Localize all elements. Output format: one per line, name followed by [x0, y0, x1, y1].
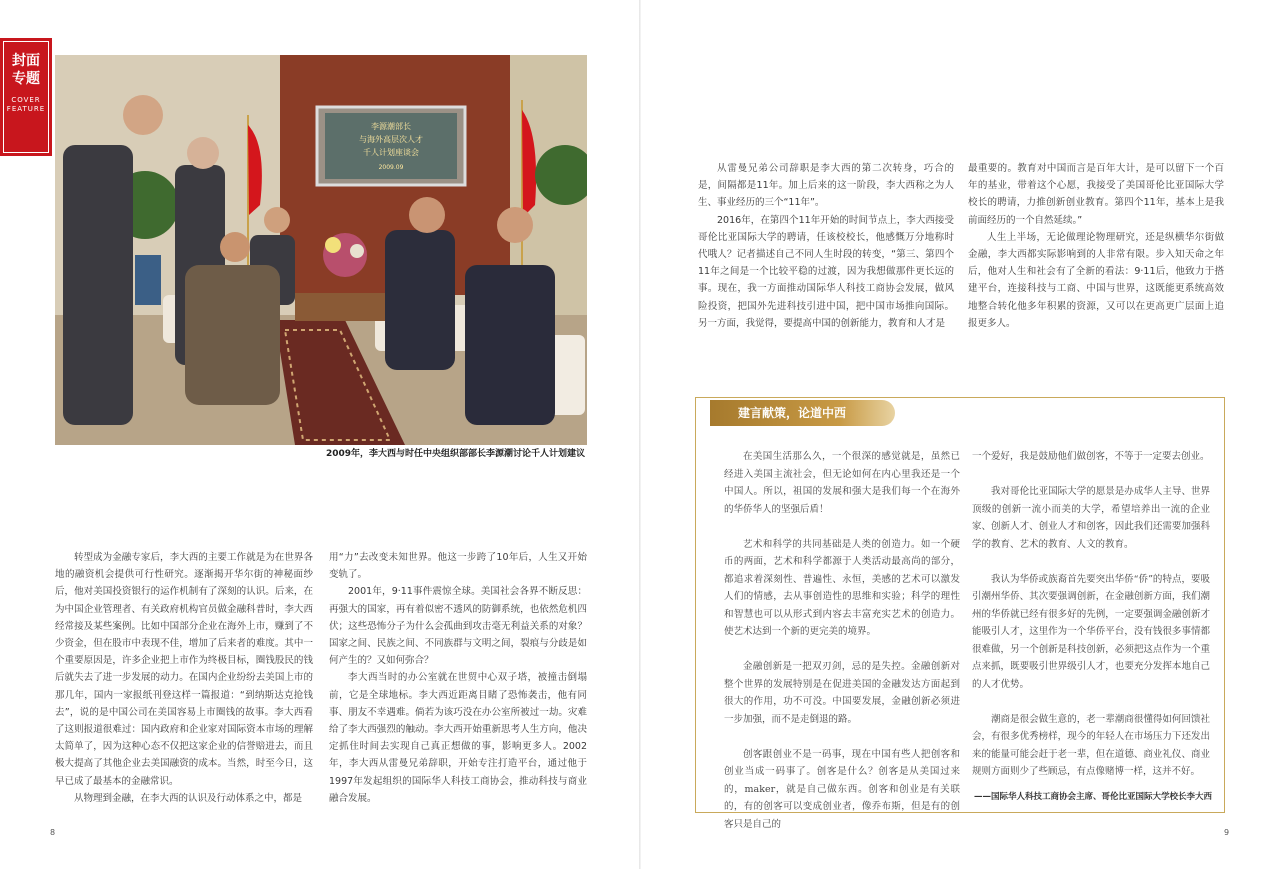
left-article-column-1 [55, 549, 313, 807]
quote-paragraph: 潮商是很会做生意的，老一辈潮商很懂得如何回馈社会，有很多优秀榜样，现今的年轻人在市场压力下还发出来的能量可能会赶于老一辈，但在道德、商业礼仪、商业规则方面则少了些顾忌，有点像赌博一样，这并不好。 [972, 713, 1210, 777]
cover-tag-cn-2: 专题 [12, 71, 40, 87]
quote-box [695, 397, 1225, 830]
paragraph: 李大西当时的办公室就在世贸中心双子塔，被撞击倒塌前，它是全球地标。李大西近距离目睹了恐怖袭击，他有同事、朋友不幸遇难。倘若为该巧没在办公室所被过一劫。灾难给了李大西强烈的触动。李大西开始重新思考人生方向，他决定抓住时间去实现自己真正想做的事，影响更多人。2002年，李大西从雷曼兄弟辞职，开始专注打造平台，通过他于1997年发起组织的国际华人科技工商协会，推动科技与商业融合发展。 [329, 672, 587, 804]
screen-text-3: 千人计划座谈会 [363, 148, 419, 157]
quote-paragraph: 艺术和科学的共同基础是人类的创造力。如一个硬币的两面，艺术和科学都源于人类活动最高尚的部分，都追求着深刻性、普遍性、永恒，美感的艺术可以激发人们的情感，去从事创造性的思维和实验；科学的理性和智慧也可以从形式到内容去丰富充实艺术的创造力。使艺术达到一个新的更完美的境界。 [724, 538, 960, 637]
cover-tag-cn-1: 封面 [12, 53, 40, 69]
quote-paragraph: 创客跟创业不是一码事，现在中国有些人把创客和创业当成一码事了。创客是什么？创客是从美国过来的，maker，就是自己做东西。创客和创业是有关联的，有的创客可以变成创业者，像乔布斯，但是有的创客只是自己的 [724, 748, 960, 830]
left-article-column-2 [329, 549, 587, 807]
quote-signature: ——国际华人科技工商协会主席、哥伦比亚国际大学校长李大西 [973, 792, 1212, 802]
quote-box-column-2 [972, 448, 1210, 798]
quote-box-column-1 [724, 448, 960, 851]
paragraph: 人生上半场，无论做理论物理研究，还是纵横华尔街做金融，李大西都实际影响到的人非常有限。步入知天命之年后，他对人生和社会有了全新的看法：9·11后，他致力于搭建平台，连接科技与工商、中国与世界，这既能更系统高效地整合转化他多年积累的资源，又可以在更高更广层面上追报更多人。 [968, 231, 1224, 329]
photo-caption: 2009年，李大西与时任中央组织部部长李源潮讨论千人计划建议 [325, 449, 585, 459]
screen-text-4: 2009.09 [378, 164, 404, 171]
quote-paragraph: 一个爱好，我是鼓励他们做创客，不等于一定要去创业。 [972, 451, 1210, 462]
quote-paragraph: 金融创新是一把双刃剑，忌的是失控。金融创新对整个世界的发展特别是在促进美国的金融发达方面起到很大的作用，功不可没。中国要发展，金融创新必须进一步加强，而不是走倒退的路。 [724, 661, 960, 725]
quote-box-title: 建言献策，论道中西 [710, 400, 895, 426]
right-article-column-2 [968, 160, 1224, 332]
quote-paragraph: 我对哥伦比亚国际大学的愿景是办成华人主导、世界顶级的创新一流小而美的大学，希望培养出一流的企业家、创新人才、创业人才和创客，因此我们还需要加强科学的教育、艺术的教育、人文的教育。 [972, 486, 1210, 550]
cover-feature-tag [0, 38, 52, 156]
paragraph: 转型成为金融专家后，李大西的主要工作就是为在世界各地的融资机会提供可行性研究。逐渐揭开华尔街的神秘面纱后，他对美国投资银行的运作机制有了深刻的认识。后来，在为中国企业管理者、有关政府机构官员做金融科普时，李大西经常接及某些案例。比如中国部分企业在海外上市，赚到了不少资金，但在股市中表现不佳，增加了后来者的难度。其中一个重要原因是，许多企业把上市作为终极目标，圈钱股民的钱后就失去了进一步发展的动力。在国内企业纷纷去美国上市的那几年，国内一家报纸刊登这样一篇报道：“到纳斯达克抢钱去”，说的是中国公司在美国容易上市圈钱的故事。李大西看了这则报道很难过：国内政府和企业家对国际资本市场的理解太简单了，因为这种心态不仅把这家企业的信誉赔进去，而且极大提高了其他企业去美国融资的成本。当然，时至今日，这早已成了最基本的金融常识。 [55, 552, 313, 787]
spread-fold [639, 0, 641, 869]
right-article-column-1 [698, 160, 954, 332]
quote-paragraph: 我认为华侨或族裔首先要突出华侨“侨”的特点，要吸引潮州华侨、其次要强调创新，在金融创新方面，我们潮州的华侨就已经有很多好的先例，一定要强调金融创新才能吸引人才，这里作为一个华侨平台，没有钱很多事情都很难做，另一个创新是科技创新，必须把这点作为一个重点来抓，既要吸引世界级引人才，也要充分发挥本地自己的人才优势。 [972, 573, 1210, 690]
meeting-photo [55, 55, 587, 445]
paragraph: 从雷曼兄弟公司辞职是李大西的第二次转身，巧合的是，间隔都是11年。加上后来的这一阶段，李大西称之为人生、事业经历的三个“11年”。 [698, 163, 954, 209]
cover-tag-en-2: FEATURE [6, 105, 46, 113]
paragraph: 2001年，9·11事件震惊全球。美国社会各界不断反思：再强大的国家，再有着似密不透风的防御系统，也依然危机四伏；这些恐怖分子为什么会孤曲到攻击毫无利益关系的对象？国家之间、民族之间、不同族群与文明之间，裂痕与分歧是如何产生的？又如何弥合？ [329, 586, 587, 667]
paragraph: 用“力”去改变未知世界。他这一步跨了10年后，人生又开始变轨了。 [329, 552, 587, 581]
meeting-photo-illustration [55, 55, 587, 445]
screen-text-2: 与海外高层次人才 [359, 135, 423, 144]
paragraph: 2016年，在第四个11年开始的时间节点上，李大西接受哥伦比亚国际大学的聘请，任该校校长，他感慨万分地称时代哦人？记者描述自己不同人生时段的转变，“第三、第四个11年之间是一个比较平稳的过渡，因为我想做那件更长远的事。现在，我一方面推动国际华人科技工商协会发展，做风险投资，把国外先进科技引进中国，把中国市场推向国际。另一方面，我觉得，要提高中国的创新能力，教育和人才是 [698, 214, 954, 329]
page-number-left: 8 [50, 828, 56, 837]
paragraph: 从物理到金融，在李大西的认识及行动体系之中，都是 [74, 792, 303, 804]
page-number-right: 9 [1224, 828, 1230, 837]
quote-paragraph: 在美国生活那么久，一个很深的感觉就是，虽然已经进入美国主流社会，但无论如何在内心里我还是一个中国人。所以，祖国的发展和强大是我们每一个在海外的华侨华人的坚强后盾！ [724, 451, 960, 515]
paragraph: 最重要的。教育对中国而言是百年大计，是可以留下一个百年的基业，带着这个心愿，我接受了美国哥伦比亚国际大学校长的聘请，力推创新创业教育。第四个11年，基本上是我前面经历的一个自然延续。” [968, 163, 1224, 226]
screen-text-1: 李源潮部长 [371, 122, 411, 131]
cover-tag-en-1: COVER [11, 96, 41, 104]
